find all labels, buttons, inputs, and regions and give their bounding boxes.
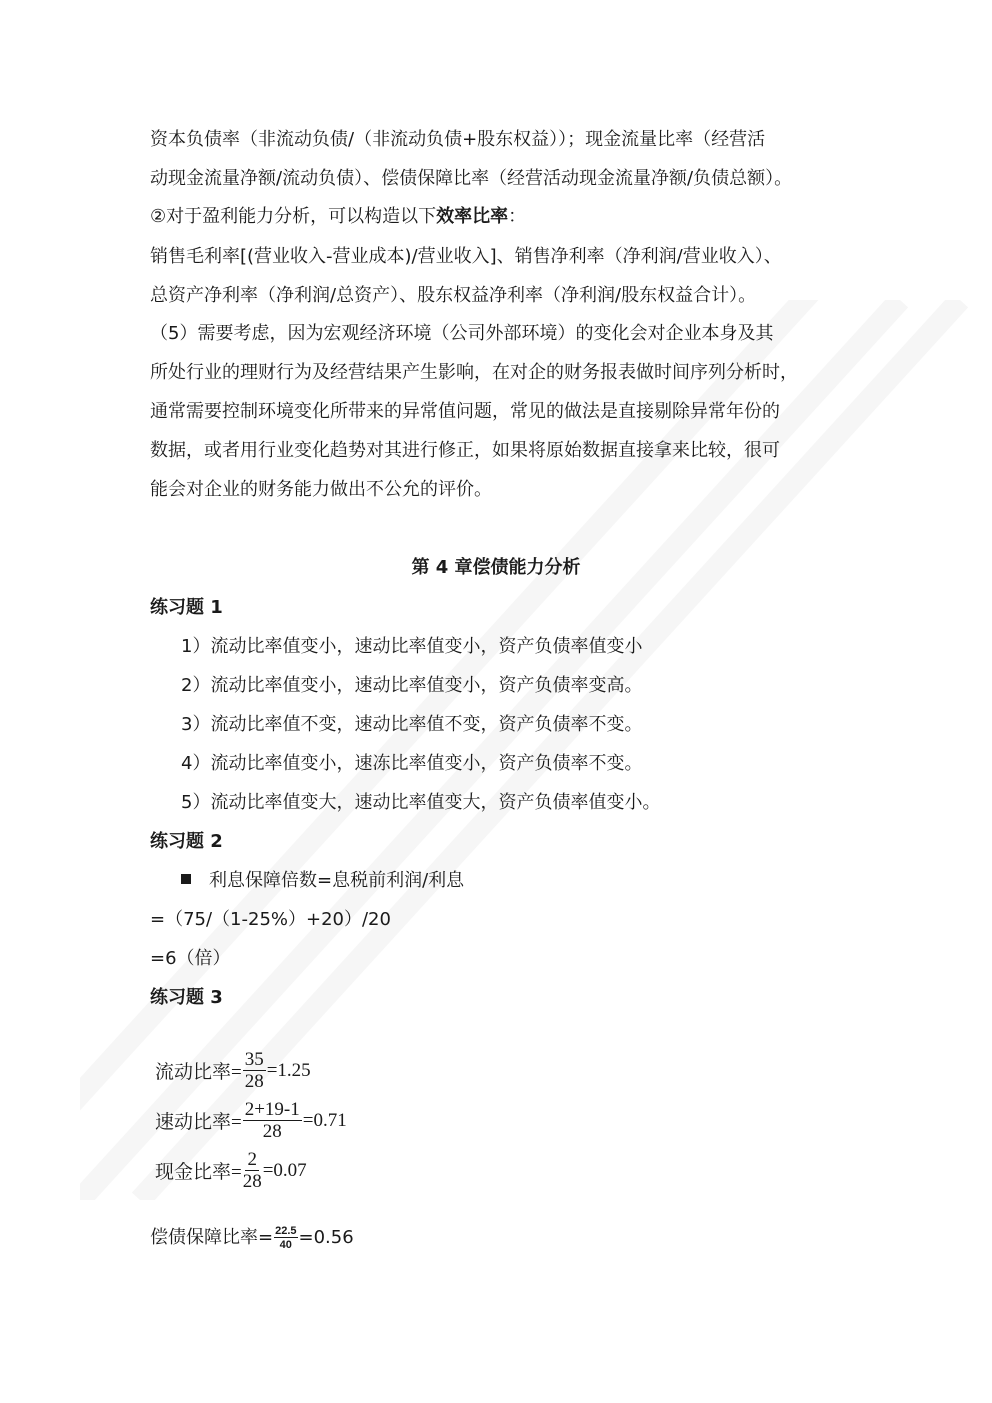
cash-ratio-formula	[155, 1150, 307, 1191]
bullet-text: 利息保障倍数=息税前利润/利息	[209, 870, 465, 891]
denominator: 28	[244, 1071, 264, 1092]
body-paragraph-line: 能会对企业的财务能力做出不公允的评价。	[150, 479, 492, 500]
square-bullet-icon	[181, 874, 191, 884]
body-paragraph-line: 动现金流量净额/流动负债）、偿债保障比率（经营活动现金流量净额/负债总额）。	[150, 168, 793, 189]
body-text: ：	[508, 206, 527, 227]
denominator: 40	[279, 1239, 292, 1251]
fraction	[243, 1100, 302, 1141]
numerator: 2+19-1	[244, 1099, 300, 1120]
exercise-1-heading: 练习题 1	[150, 597, 223, 618]
body-text: ②对于盈利能力分析，可以构造以下	[150, 206, 437, 227]
body-paragraph-line: 所处行业的理财行为及经营结果产生影响，在对企的财务报表做时间序列分析时，	[150, 362, 798, 383]
body-paragraph-line: 总资产净利率（净利润/总资产）、股东权益净利率（净利润/股东权益合计）。	[150, 285, 757, 306]
exercise-2-bullet	[181, 869, 464, 893]
exercise-2-heading: 练习题 2	[150, 831, 223, 852]
current-ratio-formula	[155, 1050, 311, 1091]
denominator: 28	[242, 1171, 262, 1192]
calculation-line: =6（倍）	[150, 948, 231, 969]
body-paragraph-line: 销售毛利率[(营业收入-营业成本)/营业收入]、销售净利率（净利润/营业收入）、	[150, 246, 782, 267]
chapter-title: 第 4 章偿债能力分析	[411, 557, 581, 578]
exercise-3-heading: 练习题 3	[150, 987, 223, 1008]
numerator: 2	[247, 1149, 257, 1170]
formula-result: =0.71	[302, 1109, 347, 1131]
body-paragraph-line: 数据，或者用行业变化趋势对其进行修正，如果将原始数据直接拿来比较，很可	[150, 440, 780, 461]
exercise-1-item: 1）流动比率值变小，速动比率值变小，资产负债率值变小	[181, 636, 643, 657]
fraction	[243, 1150, 262, 1191]
formula-result: =0.07	[262, 1159, 307, 1181]
exercise-1-item: 5）流动比率值变大，速动比率值变大，资产负债率值变小。	[181, 792, 661, 813]
fraction	[243, 1050, 266, 1091]
body-paragraph-line: 资本负债率（非流动负债/（非流动负债+股东权益））；现金流量比率（经营活	[150, 129, 766, 150]
debt-coverage-formula	[150, 1225, 354, 1251]
body-paragraph-line: 通常需要控制环境变化所带来的异常值问题，常见的做法是直接剔除异常年份的	[150, 401, 780, 422]
exercise-1-item: 3）流动比率值不变，速动比率值不变，资产负债率不变。	[181, 714, 643, 735]
fraction	[274, 1225, 297, 1251]
exercise-1-item: 4）流动比率值变小，速冻比率值变小，资产负债率不变。	[181, 753, 643, 774]
formula-label: 流动比率=	[155, 1062, 242, 1083]
numerator: 22.5	[275, 1225, 297, 1237]
denominator: 28	[262, 1121, 282, 1142]
formula-label: 现金比率=	[155, 1162, 242, 1183]
formula-result: =1.25	[266, 1059, 311, 1081]
body-paragraph-line	[150, 205, 526, 229]
body-paragraph-line: （5）需要考虑，因为宏观经济环境（公司外部环境）的变化会对企业本身及其	[150, 323, 774, 344]
body-bold-text: 效率比率	[436, 206, 509, 227]
calculation-line: =（75/（1-25%）+20）/20	[150, 909, 391, 930]
formula-label: 偿债保障比率=	[150, 1227, 274, 1248]
formula-result: =0.56	[298, 1227, 354, 1248]
quick-ratio-formula	[155, 1100, 347, 1141]
numerator: 35	[244, 1049, 264, 1070]
exercise-1-item: 2）流动比率值变小，速动比率值变小，资产负债率变高。	[181, 675, 643, 696]
formula-label: 速动比率=	[155, 1112, 242, 1133]
